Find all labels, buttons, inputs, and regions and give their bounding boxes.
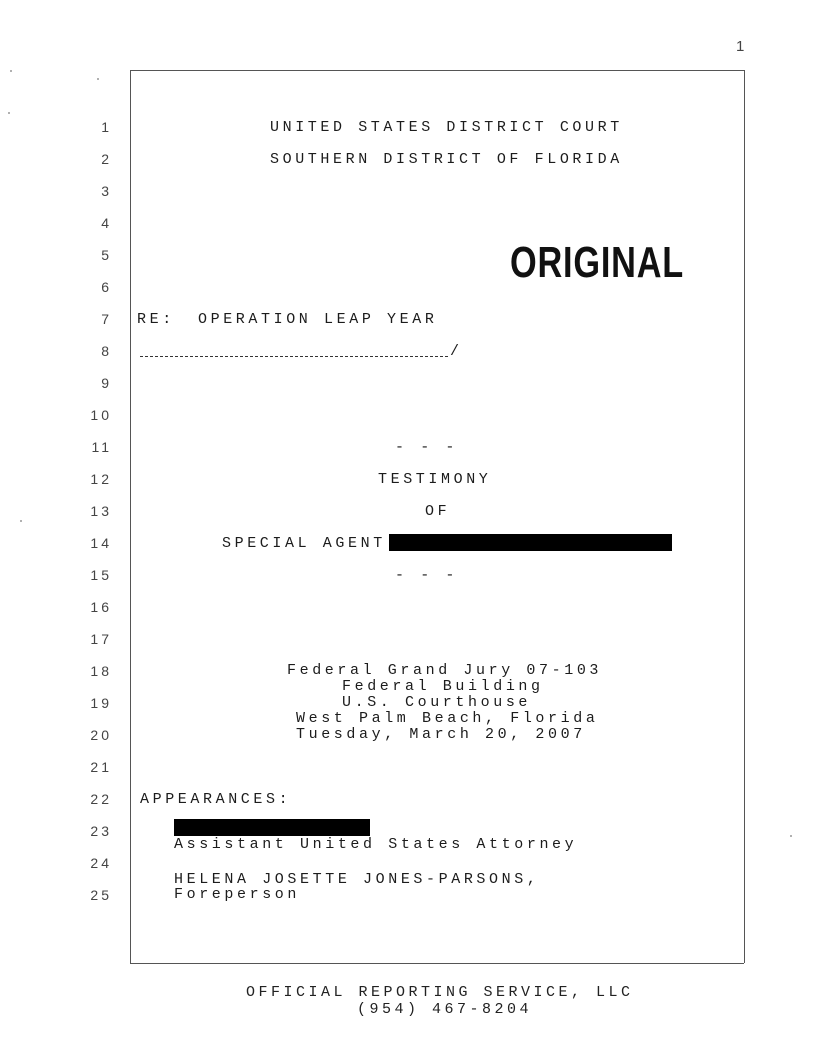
footer-phone: (954) 467-8204 [357, 1001, 533, 1018]
special-agent-label: SPECIAL AGENT [222, 535, 386, 552]
scan-speck [8, 112, 10, 114]
scan-speck [10, 70, 12, 72]
redaction-block [389, 534, 672, 551]
re-label: RE: [137, 311, 175, 328]
signature-rule [140, 356, 448, 357]
foreperson-name: HELENA JOSETTE JONES-PARSONS, [174, 871, 540, 888]
dash-separator-top: - - - [395, 439, 459, 456]
top-border [130, 70, 744, 71]
line-number: 19 [90, 695, 112, 711]
line-number: 24 [90, 855, 112, 871]
line-number: 16 [90, 599, 112, 615]
case-name: OPERATION LEAP YEAR [198, 311, 438, 328]
original-stamp: ORIGINAL [510, 238, 685, 287]
line-number: 15 [90, 567, 112, 583]
city-line: West Palm Beach, Florida [296, 710, 599, 727]
foreperson-title: Foreperson [174, 886, 301, 903]
line-number: 9 [101, 375, 112, 391]
line-number: 25 [90, 887, 112, 903]
scan-speck [20, 520, 22, 522]
line-number: 2 [101, 151, 112, 167]
line-number: 1 [101, 119, 112, 135]
line-number: 18 [90, 663, 112, 679]
line-number: 6 [101, 279, 112, 295]
testimony-heading: TESTIMONY [378, 471, 492, 488]
rule-slash: / [450, 343, 463, 360]
line-number: 13 [90, 503, 112, 519]
attorney-title: Assistant United States Attorney [174, 836, 578, 853]
line-number: 17 [90, 631, 112, 647]
scan-speck [790, 835, 792, 837]
line-number: 14 [90, 535, 112, 551]
building-line: Federal Building [342, 678, 544, 695]
date-line: Tuesday, March 20, 2007 [296, 726, 586, 743]
line-number: 3 [101, 183, 112, 199]
scan-speck [97, 78, 99, 80]
redaction-block [174, 819, 370, 836]
line-number: 22 [90, 791, 112, 807]
footer-company: OFFICIAL REPORTING SERVICE, LLC [246, 984, 634, 1001]
page-number: 1 [736, 38, 745, 55]
grand-jury-line: Federal Grand Jury 07-103 [287, 662, 603, 679]
of-text: OF [425, 503, 451, 520]
dash-separator-bottom: - - - [395, 567, 459, 584]
court-name: UNITED STATES DISTRICT COURT [270, 119, 623, 136]
bottom-border [130, 963, 744, 964]
line-number: 21 [90, 759, 112, 775]
courthouse-line: U.S. Courthouse [342, 694, 532, 711]
line-number: 7 [101, 311, 112, 327]
line-number: 11 [91, 439, 112, 455]
line-number: 4 [101, 215, 112, 231]
left-margin-line [130, 70, 131, 963]
appearances-heading: APPEARANCES: [140, 791, 292, 808]
line-number: 23 [90, 823, 112, 839]
line-number: 10 [90, 407, 112, 423]
line-number: 5 [101, 247, 112, 263]
line-number: 8 [101, 343, 112, 359]
right-margin-line [744, 70, 745, 963]
line-number: 12 [90, 471, 112, 487]
district-name: SOUTHERN DISTRICT OF FLORIDA [270, 151, 623, 168]
line-number: 20 [90, 727, 112, 743]
